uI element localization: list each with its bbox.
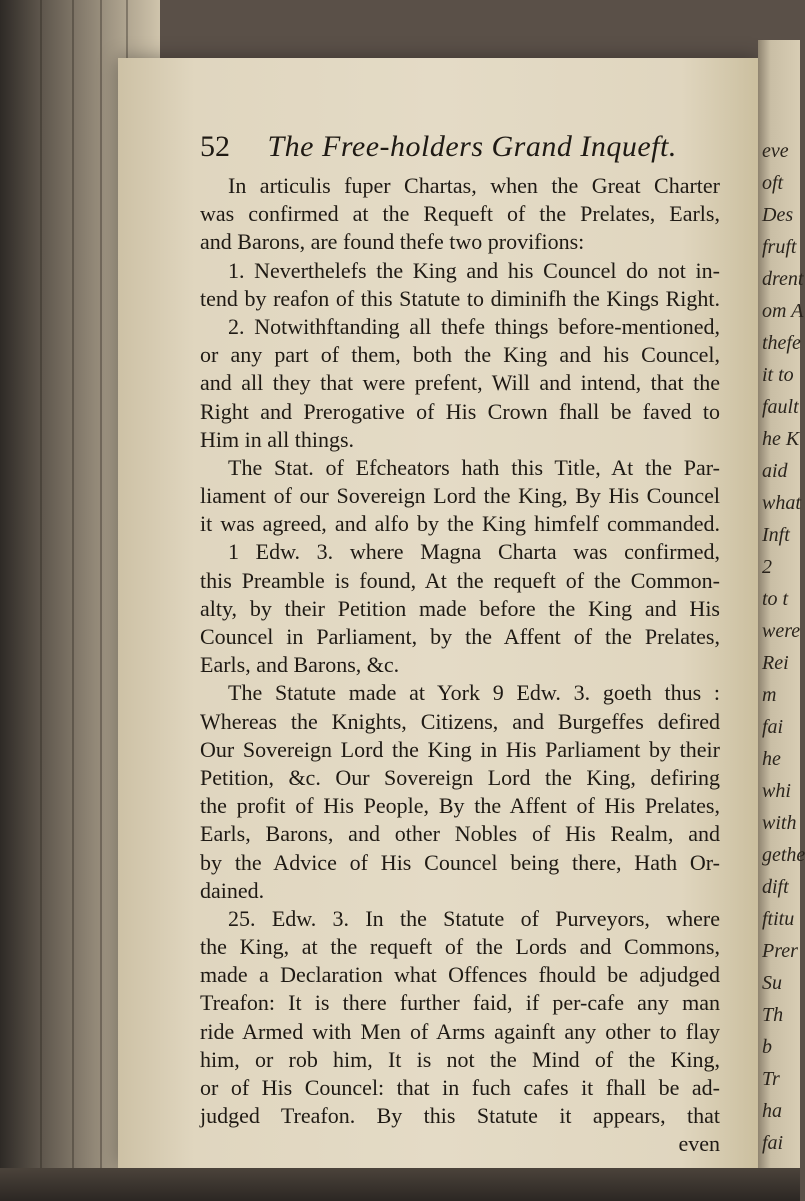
book-bottom-edge — [0, 1168, 800, 1201]
text-line: the profit of His People, By the Affent of His Prelates, — [200, 793, 720, 819]
text-line: was confirmed at the Requeft of the Prelates, Earls, — [200, 201, 720, 227]
facing-page-fragment: thefe — [762, 332, 801, 354]
facing-page-fragment: with — [762, 812, 797, 834]
facing-page-fragment: Des — [762, 204, 794, 226]
text-line: 2. Notwithftanding all thefe things before-mentioned, — [228, 313, 720, 339]
facing-page-fragment: drent — [762, 268, 804, 290]
text-line: and Barons, are found thefe two provifions: — [200, 229, 585, 255]
text-line: liament of our Sovereign Lord the King, By His Councel — [200, 483, 720, 509]
facing-page-fragment: it to — [762, 364, 794, 386]
text-line: alty, by their Petition made before the King and His — [200, 595, 720, 621]
facing-page-fragment: eve — [762, 140, 789, 162]
text-line: Earls, Barons, and other Nobles of His Realm, and — [200, 821, 720, 847]
facing-page-fragment: what — [762, 492, 801, 514]
facing-page-fragment: fai — [762, 716, 784, 738]
text-line: Earls, and Barons, &c. — [200, 652, 400, 678]
facing-page-fragment: Su — [762, 972, 782, 994]
text-line: and all they that were prefent, Will and intend, that the — [200, 370, 720, 396]
running-title: The Free-holders Grand Inqueft. — [267, 130, 677, 163]
facing-page-fragment: Tr — [762, 1068, 780, 1090]
text-line: Him in all things. — [200, 426, 354, 452]
facing-page-fragment: ha — [762, 1100, 782, 1122]
facing-page-fragment: Inft — [762, 524, 790, 546]
facing-page-fragment: were — [762, 620, 801, 642]
text-line: Petition, &c. Our Sovereign Lord the King, defiring — [200, 764, 720, 790]
text-line: Treafon: It is there further faid, if per-cafe any man — [200, 990, 720, 1016]
text-line: The Stat. of Efcheators hath this Title, At the Par- — [228, 454, 720, 480]
text-line: Councel in Parliament, by the Affent of the Prelates, — [200, 624, 720, 649]
text-line: In articulis fuper Chartas, when the Great Charter — [228, 173, 720, 198]
text-line: it was agreed, and alfo by the King himfelf commanded. — [200, 511, 720, 537]
text-line: made a Declaration what Offences fhould be adjudged — [200, 962, 720, 988]
text-line: or of His Councel: that in fuch cafes it fhall be ad- — [200, 1075, 720, 1100]
facing-page-fragment: 2 — [762, 556, 772, 578]
facing-page-fragment: b — [762, 1036, 772, 1058]
text-line: Whereas the Knights, Citizens, and Burgeffes defired — [200, 708, 720, 734]
body-text — [200, 172, 720, 1159]
text-line: tend by reafon of this Statute to diminifh the Kings Right. — [200, 285, 720, 311]
facing-page-fragment: Prer — [762, 940, 798, 962]
text-line: dained. — [200, 877, 265, 903]
text-line: or any part of them, both the King and his Councel, — [200, 342, 720, 368]
facing-page-fragment: fruft — [762, 236, 797, 258]
text-line: 1 Edw. 3. where Magna Charta was confirmed, — [228, 539, 720, 565]
text-line: judged Treafon. By this Statute it appears, that — [200, 1103, 720, 1129]
text-line: the King, at the requeft of the Lords and Commons, — [200, 934, 720, 960]
facing-page-fragment: gethe — [762, 844, 805, 866]
text-line: this Preamble is found, At the requeft of the Common- — [200, 567, 720, 593]
facing-page-fragment: om A — [762, 300, 804, 322]
text-line: Right and Prerogative of His Crown fhall be faved to — [200, 398, 720, 424]
facing-page-fragment: fai — [762, 1132, 784, 1154]
text-line: The Statute made at York 9 Edw. 3. goeth thus : — [228, 680, 720, 706]
facing-page-fragment: Th — [762, 1004, 784, 1026]
facing-page-fragment: oft — [762, 172, 784, 194]
page-edge — [72, 0, 74, 1201]
facing-page-fragment: to t — [762, 588, 789, 610]
facing-page-fragment: he — [762, 748, 781, 770]
text-line: him, or rob him, It is not the Mind of the King, — [200, 1046, 720, 1072]
facing-page-fragment: dift — [762, 876, 789, 898]
facing-page-fragment: m — [762, 684, 777, 706]
facing-page-fragment: ftitu — [762, 908, 795, 930]
text-line: 1. Neverthelefs the King and his Councel do not in- — [228, 257, 720, 283]
facing-page-fragment: fault — [762, 396, 799, 418]
facing-page-fragment: aid — [762, 460, 788, 482]
facing-page — [758, 40, 805, 1190]
page-edge — [100, 0, 102, 1201]
text-line: ride Armed with Men of Arms againft any other to flay — [200, 1018, 720, 1044]
page-edge — [40, 0, 42, 1201]
text-line: 25. Edw. 3. In the Statute of Purveyors, where — [228, 905, 720, 931]
text-line: by the Advice of His Councel being there, Hath Or- — [200, 849, 720, 875]
facing-page-fragment: Rei — [762, 652, 789, 674]
facing-page-fragment: he K — [762, 428, 800, 450]
facing-page-fragment: whi — [762, 780, 791, 802]
page-number: 52 — [200, 130, 230, 163]
text-line: Our Sovereign Lord the King in His Parliament by their — [200, 736, 720, 762]
catchword: even — [678, 1131, 720, 1157]
running-header — [200, 130, 720, 170]
